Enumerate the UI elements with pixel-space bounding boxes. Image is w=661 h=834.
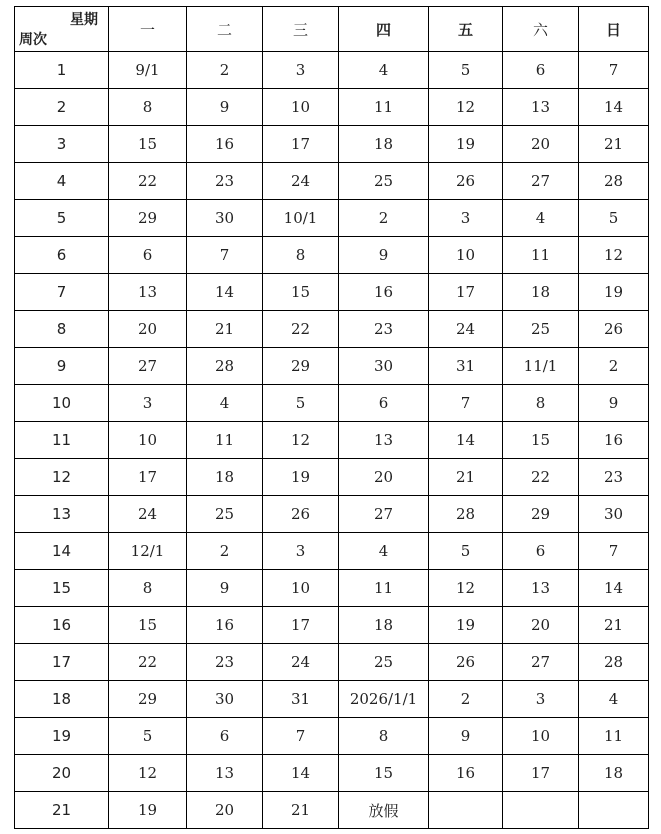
date-cell: 2: [579, 348, 649, 385]
day-header-tue: 二: [187, 7, 263, 52]
date-cell: 17: [109, 459, 187, 496]
table-row: [15, 644, 649, 681]
table-row: [15, 52, 649, 89]
date-cell: 7: [579, 533, 649, 570]
date-cell: 9: [339, 237, 429, 274]
table-row: [15, 459, 649, 496]
date-cell: 10: [429, 237, 503, 274]
date-cell: 22: [263, 311, 339, 348]
date-cell: 8: [263, 237, 339, 274]
day-header-wed: 三: [263, 7, 339, 52]
week-number-cell: 16: [15, 607, 109, 644]
table-row: [15, 311, 649, 348]
date-cell: 13: [187, 755, 263, 792]
header-row: [15, 7, 649, 52]
day-header-sat: 六: [503, 7, 579, 52]
calendar-body: [15, 52, 649, 829]
date-cell: 15: [109, 126, 187, 163]
date-cell: 16: [187, 607, 263, 644]
date-cell: 2: [339, 200, 429, 237]
week-number-cell: 7: [15, 274, 109, 311]
date-cell: 2: [187, 533, 263, 570]
date-cell: 4: [579, 681, 649, 718]
date-cell: 5: [263, 385, 339, 422]
date-cell: 10/1: [263, 200, 339, 237]
date-cell: 29: [503, 496, 579, 533]
date-cell: [503, 792, 579, 829]
date-cell: 8: [109, 89, 187, 126]
week-axis-label: 周次: [19, 32, 47, 48]
date-cell: 25: [339, 163, 429, 200]
date-cell: 17: [263, 607, 339, 644]
date-cell: 6: [503, 52, 579, 89]
date-cell: 11: [503, 237, 579, 274]
date-cell: 17: [429, 274, 503, 311]
date-cell: 27: [503, 163, 579, 200]
date-cell: 24: [263, 163, 339, 200]
date-cell: 16: [429, 755, 503, 792]
date-cell: 28: [579, 644, 649, 681]
date-cell: 18: [579, 755, 649, 792]
date-cell: 24: [263, 644, 339, 681]
date-cell: 11: [579, 718, 649, 755]
date-cell: 10: [263, 570, 339, 607]
date-cell: 28: [187, 348, 263, 385]
date-cell: 放假: [339, 792, 429, 829]
week-number-cell: 17: [15, 644, 109, 681]
date-cell: 27: [109, 348, 187, 385]
date-cell: 31: [263, 681, 339, 718]
date-cell: 2: [187, 52, 263, 89]
date-cell: 8: [503, 385, 579, 422]
date-cell: 12: [429, 89, 503, 126]
date-cell: 23: [339, 311, 429, 348]
date-cell: 15: [339, 755, 429, 792]
date-cell: 13: [503, 89, 579, 126]
table-row: [15, 496, 649, 533]
date-cell: 26: [429, 644, 503, 681]
date-cell: 30: [579, 496, 649, 533]
date-cell: 6: [109, 237, 187, 274]
week-number-cell: 12: [15, 459, 109, 496]
week-number-cell: 18: [15, 681, 109, 718]
date-cell: [579, 792, 649, 829]
date-cell: 25: [187, 496, 263, 533]
date-cell: 21: [579, 607, 649, 644]
date-cell: 7: [579, 52, 649, 89]
weekday-axis-label: 星期: [70, 12, 98, 28]
table-row: [15, 385, 649, 422]
week-number-cell: 20: [15, 755, 109, 792]
date-cell: 20: [187, 792, 263, 829]
week-number-cell: 2: [15, 89, 109, 126]
date-cell: 10: [263, 89, 339, 126]
week-number-cell: 11: [15, 422, 109, 459]
date-cell: 9: [429, 718, 503, 755]
date-cell: 12/1: [109, 533, 187, 570]
date-cell: 16: [579, 422, 649, 459]
date-cell: 24: [429, 311, 503, 348]
date-cell: 14: [579, 570, 649, 607]
date-cell: 13: [109, 274, 187, 311]
date-cell: 9: [187, 89, 263, 126]
date-cell: 20: [503, 607, 579, 644]
table-row: [15, 422, 649, 459]
date-cell: 18: [339, 607, 429, 644]
date-cell: 29: [263, 348, 339, 385]
date-cell: 16: [339, 274, 429, 311]
date-cell: 19: [429, 126, 503, 163]
week-number-cell: 1: [15, 52, 109, 89]
date-cell: 16: [187, 126, 263, 163]
date-cell: 12: [109, 755, 187, 792]
date-cell: 19: [109, 792, 187, 829]
date-cell: 5: [429, 52, 503, 89]
date-cell: 30: [187, 681, 263, 718]
date-cell: 15: [263, 274, 339, 311]
week-number-cell: 14: [15, 533, 109, 570]
date-cell: 31: [429, 348, 503, 385]
date-cell: 13: [503, 570, 579, 607]
table-row: [15, 681, 649, 718]
table-row: [15, 200, 649, 237]
date-cell: 29: [109, 681, 187, 718]
date-cell: 17: [263, 126, 339, 163]
date-cell: 9/1: [109, 52, 187, 89]
date-cell: 3: [263, 52, 339, 89]
date-cell: 3: [263, 533, 339, 570]
week-number-cell: 19: [15, 718, 109, 755]
table-row: [15, 237, 649, 274]
date-cell: 22: [109, 644, 187, 681]
date-cell: 19: [429, 607, 503, 644]
week-number-cell: 4: [15, 163, 109, 200]
week-number-cell: 15: [15, 570, 109, 607]
date-cell: 25: [503, 311, 579, 348]
week-number-cell: 21: [15, 792, 109, 829]
date-cell: 8: [339, 718, 429, 755]
week-number-cell: 3: [15, 126, 109, 163]
date-cell: 11: [187, 422, 263, 459]
date-cell: 12: [263, 422, 339, 459]
date-cell: 19: [579, 274, 649, 311]
date-cell: 5: [579, 200, 649, 237]
date-cell: 14: [579, 89, 649, 126]
day-header-sun: 日: [579, 7, 649, 52]
table-row: [15, 533, 649, 570]
date-cell: 24: [109, 496, 187, 533]
date-cell: 26: [429, 163, 503, 200]
table-row: [15, 718, 649, 755]
date-cell: 25: [339, 644, 429, 681]
week-number-cell: 8: [15, 311, 109, 348]
date-cell: 27: [339, 496, 429, 533]
date-cell: 27: [503, 644, 579, 681]
date-cell: 3: [429, 200, 503, 237]
date-cell: 17: [503, 755, 579, 792]
week-number-cell: 13: [15, 496, 109, 533]
table-row: [15, 607, 649, 644]
date-cell: 23: [187, 644, 263, 681]
corner-header-cell: [15, 7, 109, 52]
date-cell: 21: [187, 311, 263, 348]
date-cell: 12: [429, 570, 503, 607]
calendar-table: [14, 6, 649, 829]
date-cell: 28: [429, 496, 503, 533]
day-header-fri: 五: [429, 7, 503, 52]
table-row: [15, 89, 649, 126]
date-cell: 3: [503, 681, 579, 718]
date-cell: 5: [429, 533, 503, 570]
date-cell: 15: [109, 607, 187, 644]
table-row: [15, 274, 649, 311]
date-cell: 8: [109, 570, 187, 607]
day-header-mon: 一: [109, 7, 187, 52]
date-cell: 11/1: [503, 348, 579, 385]
date-cell: 10: [109, 422, 187, 459]
date-cell: 4: [339, 533, 429, 570]
date-cell: 20: [109, 311, 187, 348]
date-cell: 6: [339, 385, 429, 422]
date-cell: 21: [579, 126, 649, 163]
date-cell: 21: [263, 792, 339, 829]
date-cell: 20: [339, 459, 429, 496]
date-cell: 4: [339, 52, 429, 89]
date-cell: 3: [109, 385, 187, 422]
date-cell: 7: [429, 385, 503, 422]
date-cell: 26: [263, 496, 339, 533]
date-cell: 14: [429, 422, 503, 459]
date-cell: 9: [579, 385, 649, 422]
date-cell: 22: [109, 163, 187, 200]
table-row: [15, 792, 649, 829]
week-number-cell: 10: [15, 385, 109, 422]
date-cell: 11: [339, 570, 429, 607]
table-row: [15, 570, 649, 607]
date-cell: 18: [339, 126, 429, 163]
date-cell: 21: [429, 459, 503, 496]
date-cell: 18: [503, 274, 579, 311]
date-cell: 6: [187, 718, 263, 755]
date-cell: 10: [503, 718, 579, 755]
date-cell: 2026/1/1: [339, 681, 429, 718]
date-cell: 14: [263, 755, 339, 792]
date-cell: 29: [109, 200, 187, 237]
date-cell: 14: [187, 274, 263, 311]
date-cell: 26: [579, 311, 649, 348]
date-cell: 5: [109, 718, 187, 755]
date-cell: 4: [187, 385, 263, 422]
date-cell: 20: [503, 126, 579, 163]
date-cell: 13: [339, 422, 429, 459]
date-cell: 30: [339, 348, 429, 385]
date-cell: 23: [579, 459, 649, 496]
table-row: [15, 163, 649, 200]
date-cell: 18: [187, 459, 263, 496]
date-cell: 12: [579, 237, 649, 274]
table-row: [15, 755, 649, 792]
table-row: [15, 348, 649, 385]
date-cell: 11: [339, 89, 429, 126]
date-cell: 15: [503, 422, 579, 459]
date-cell: 4: [503, 200, 579, 237]
week-number-cell: 9: [15, 348, 109, 385]
table-row: [15, 126, 649, 163]
date-cell: 30: [187, 200, 263, 237]
date-cell: 6: [503, 533, 579, 570]
date-cell: 2: [429, 681, 503, 718]
date-cell: 7: [263, 718, 339, 755]
week-number-cell: 5: [15, 200, 109, 237]
date-cell: 23: [187, 163, 263, 200]
day-header-thu: 四: [339, 7, 429, 52]
date-cell: [429, 792, 503, 829]
date-cell: 7: [187, 237, 263, 274]
date-cell: 19: [263, 459, 339, 496]
date-cell: 22: [503, 459, 579, 496]
date-cell: 28: [579, 163, 649, 200]
date-cell: 9: [187, 570, 263, 607]
week-number-cell: 6: [15, 237, 109, 274]
